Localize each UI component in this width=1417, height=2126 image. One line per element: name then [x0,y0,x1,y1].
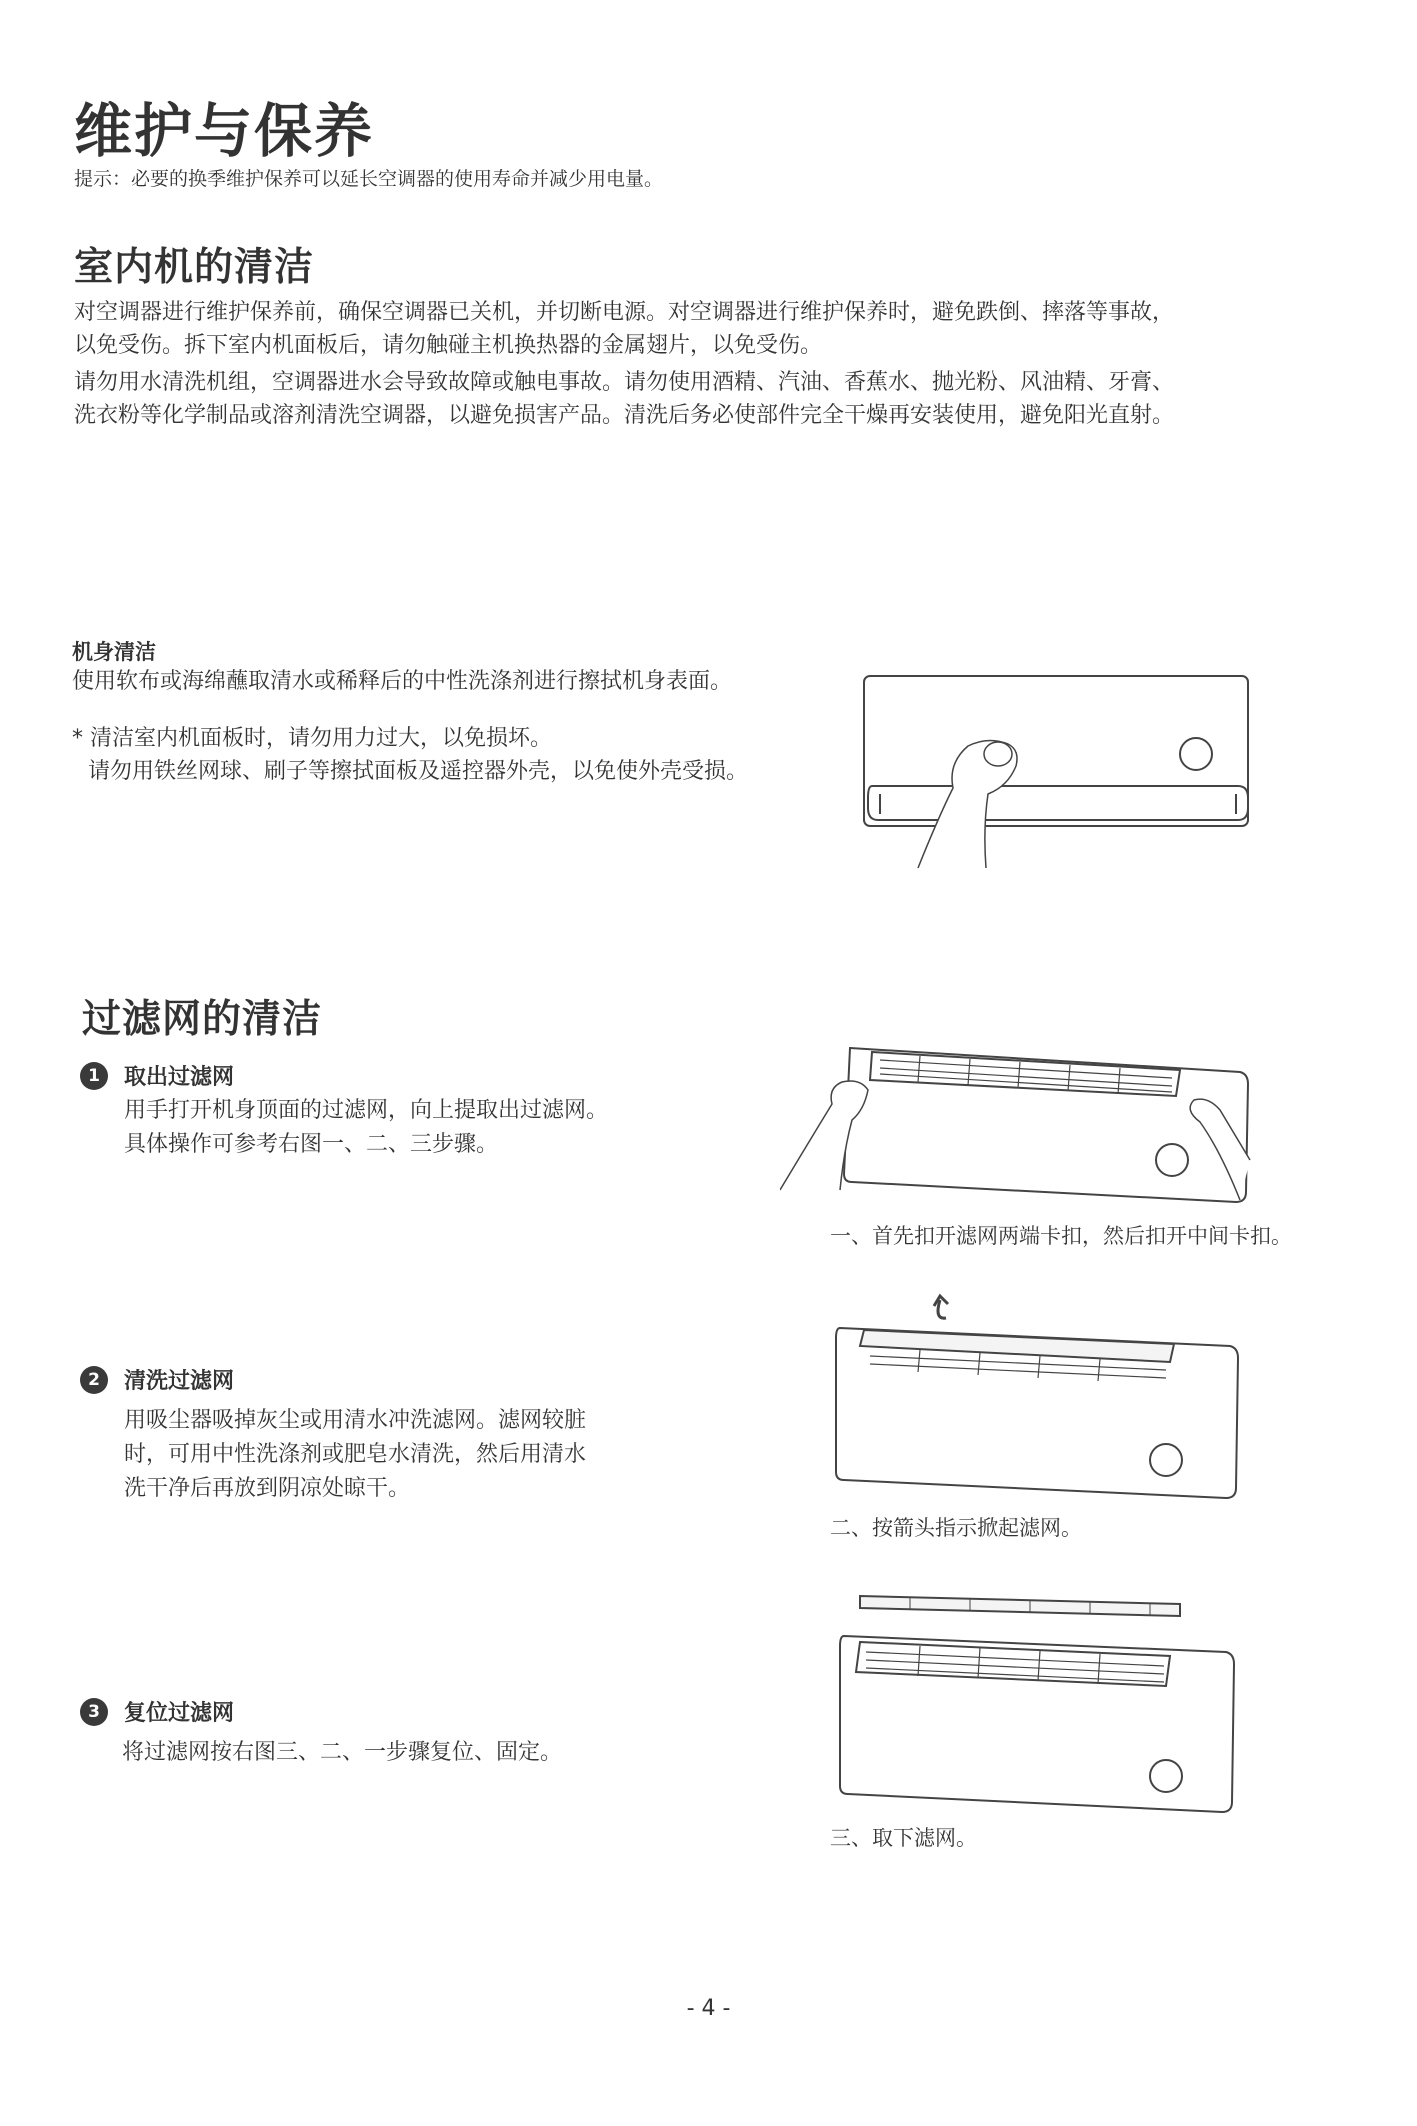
step-3-number: 3 [80,1698,108,1726]
step-3-title: 复位过滤网 [124,1701,235,1726]
filter-cleaning-heading: 过滤网的清洁 [82,997,323,1042]
indoor-paragraph-1 [74,296,1374,362]
step-1-line-1: 用手打开机身顶面的过滤网，向上提取出过滤网。 [124,1098,609,1123]
step-1-title: 取出过滤网 [124,1065,235,1090]
body-clean-note-2: 请勿用铁丝网球、刷子等擦拭面板及遥控器外壳，以免使外壳受损。 [88,759,749,784]
page-number: - 4 - [686,1996,731,2021]
step-3-caption: 三、取下滤网。 [830,1826,977,1850]
step-2-body [124,1404,586,1506]
filter-step-2-illustration [830,1290,1250,1510]
indoor-cleaning-heading: 室内机的清洁 [74,245,315,290]
filter-step-3-illustration [830,1590,1250,1820]
body-clean-title: 机身清洁 [72,640,156,664]
page-hint: 提示：必要的换季维护保养可以延长空调器的使用寿命并减少用电量。 [74,168,664,190]
indoor-para1-line1: 对空调器进行维护保养前，确保空调器已关机，并切断电源。对空调器进行维护保养时，避免跌倒、摔落等事故， [74,300,1175,325]
step-2-caption: 二、按箭头指示掀起滤网。 [830,1516,1082,1540]
step-2-title: 清洗过滤网 [124,1369,235,1394]
step-1-number: 1 [80,1062,108,1090]
filter-step-1-illustration [780,1040,1260,1210]
indoor-para2-line2: 洗衣粉等化学制品或溶剂清洗空调器，以避免损害产品。清洗后务必使部件完全干燥再安装使用，避免阳光直射。 [74,403,1175,428]
indoor-para2-line1: 请勿用水清洗机组，空调器进水会导致故障或触电事故。请勿使用酒精、汽油、香蕉水、抛光粉、风油精、牙膏、 [74,370,1175,395]
step-1-line-2: 具体操作可参考右图一、二、三步骤。 [124,1132,499,1157]
page-title: 维护与保养 [74,97,375,165]
step-1-body [124,1094,608,1162]
step-2-line-2: 时，可用中性洗涤剂或肥皂水清洗，然后用清水 [124,1442,587,1467]
step-1-caption: 一、首先扣开滤网两端卡扣，然后扣开中间卡扣。 [830,1224,1292,1248]
step-2-number: 2 [80,1366,108,1394]
body-clean-text: 使用软布或海绵蘸取清水或稀释后的中性洗涤剂进行擦拭机身表面。 [72,669,733,694]
indoor-para1-line2: 以免受伤。拆下室内机面板后，请勿触碰主机换热器的金属翅片，以免受伤。 [74,333,823,358]
indoor-paragraph-2 [74,366,1374,432]
step-2-line-3: 洗干净后再放到阴凉处晾干。 [124,1476,411,1501]
body-clean-note-1: * 清洁室内机面板时，请勿用力过大，以免损坏。 [72,726,552,751]
step-2-line-1: 用吸尘器吸掉灰尘或用清水冲洗滤网。滤网较脏 [124,1408,587,1433]
wiping-illustration [858,668,1258,878]
step-3-body [122,1736,562,1770]
step-3-line-1: 将过滤网按右图三、二、一步骤复位、固定。 [122,1740,563,1765]
